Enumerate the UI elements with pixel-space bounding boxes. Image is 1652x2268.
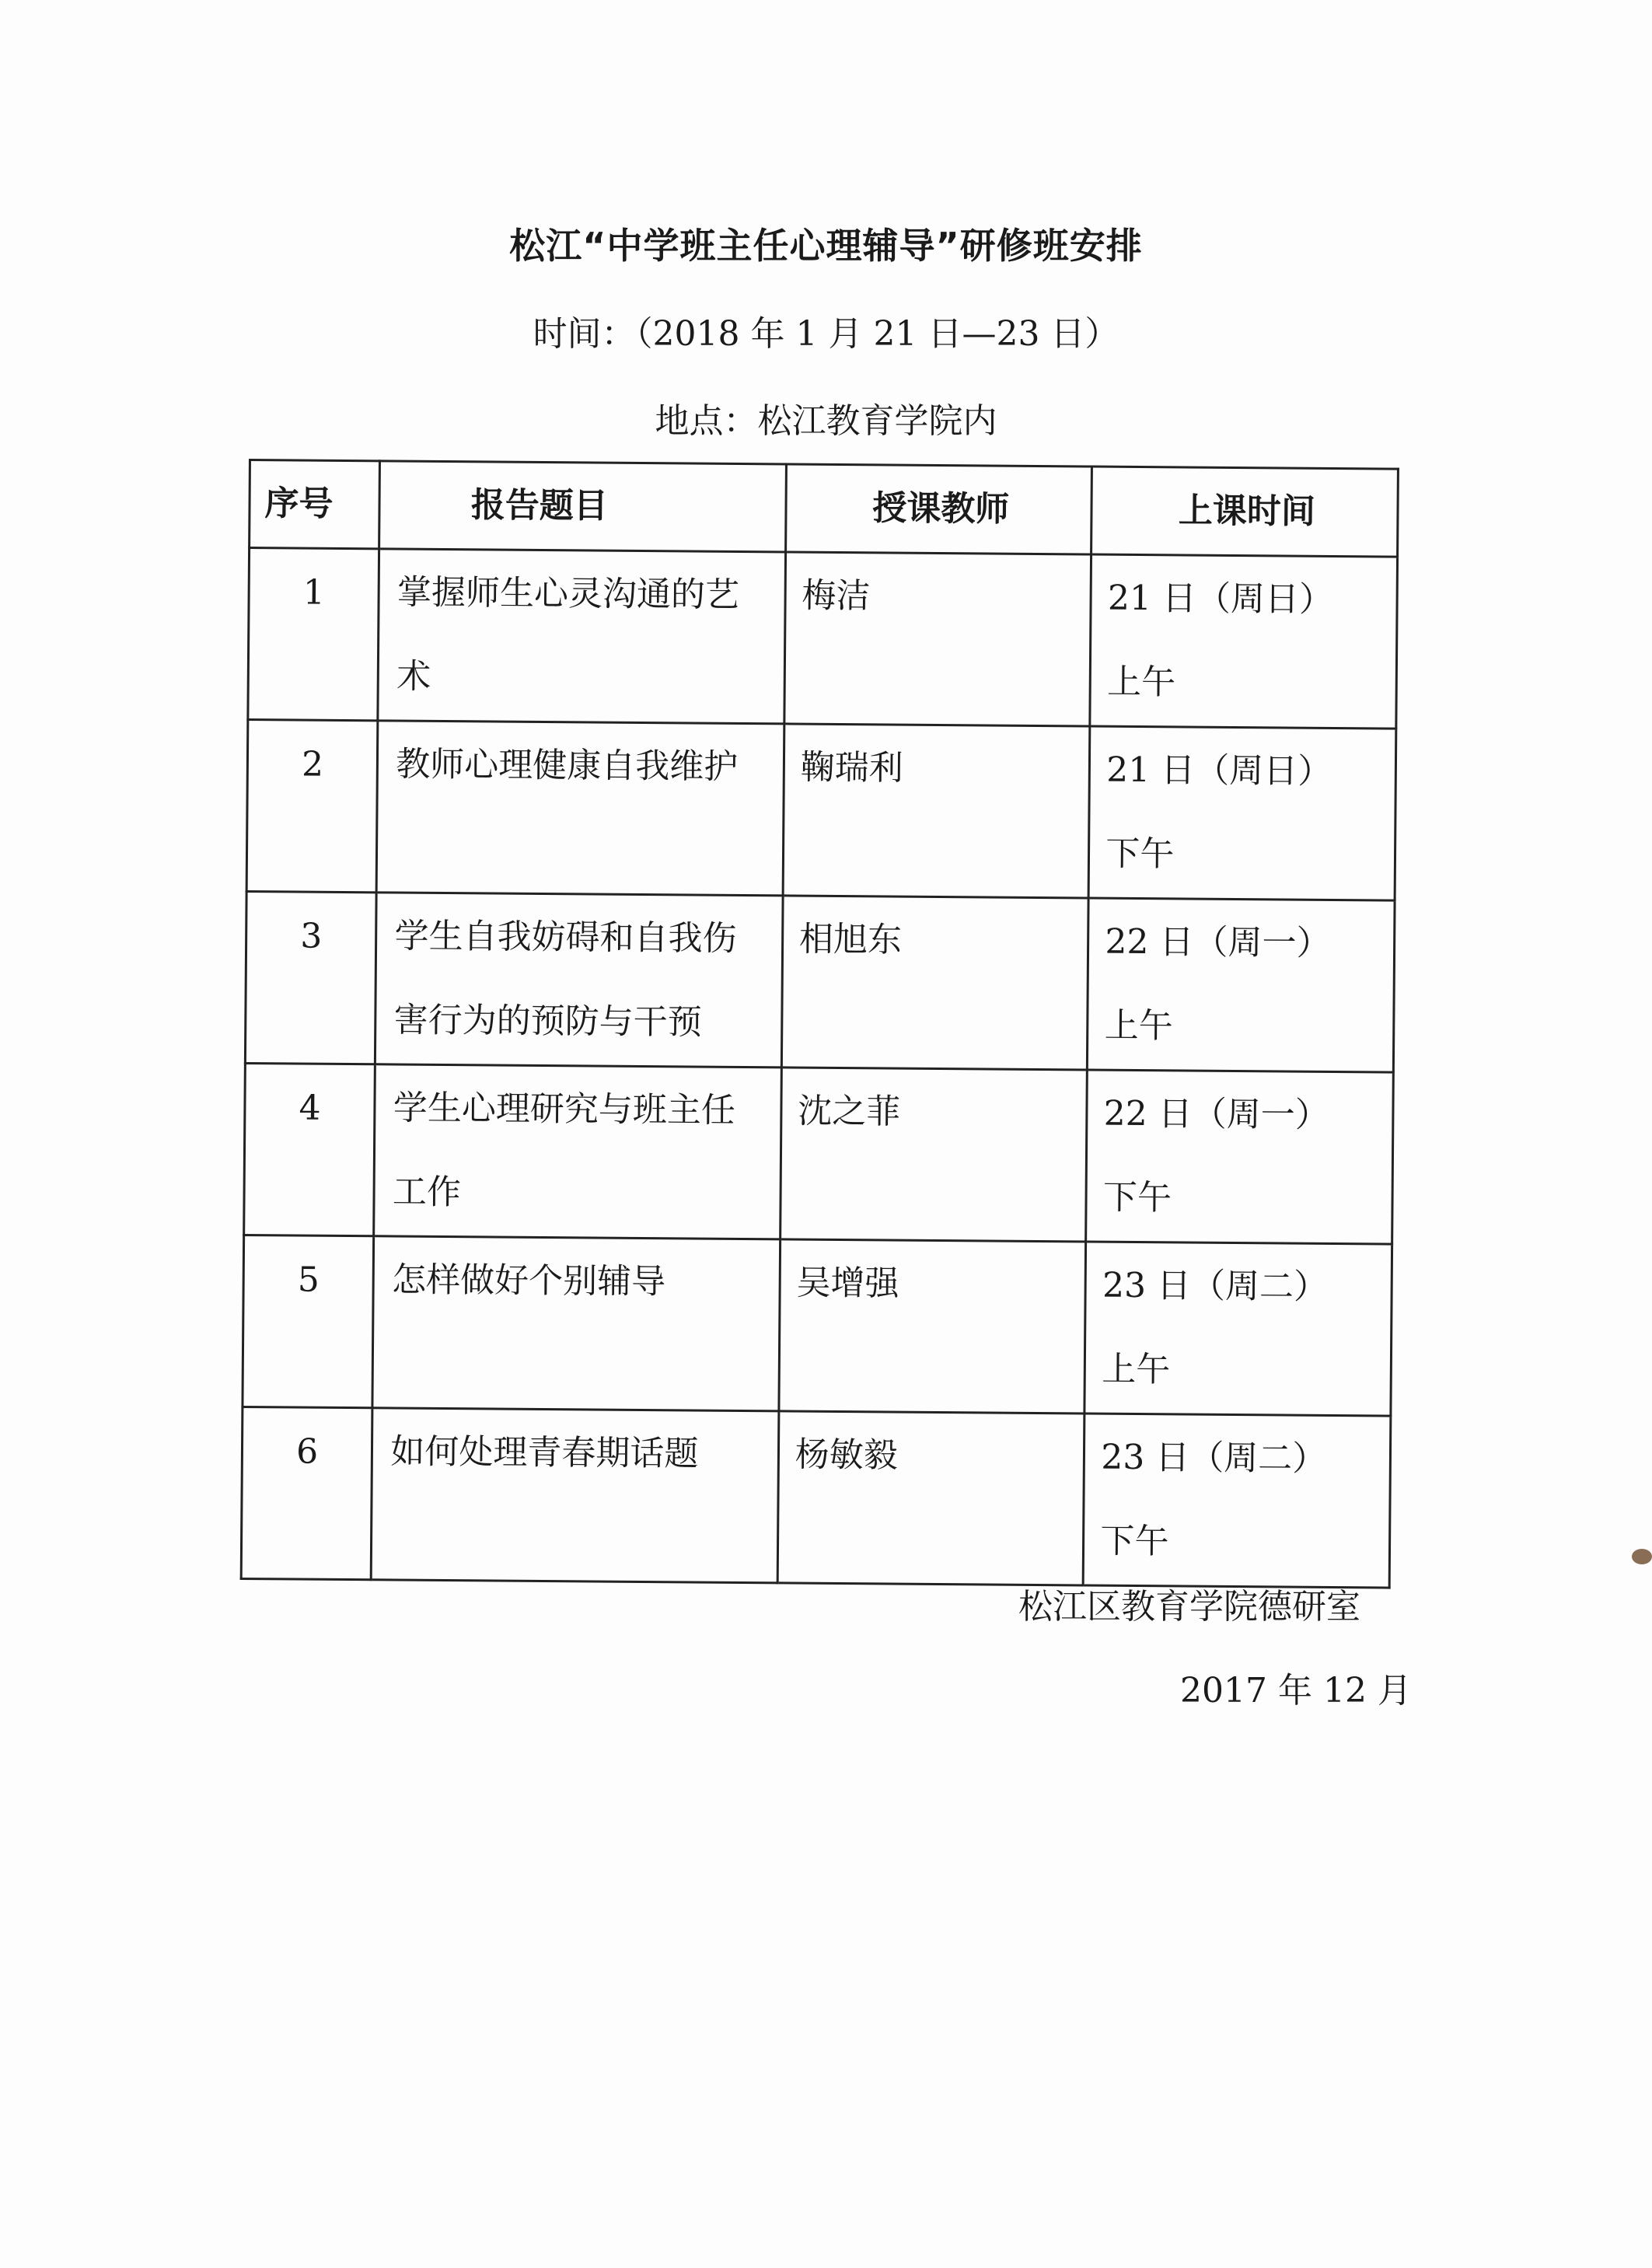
row-number: 4 [244, 1063, 375, 1235]
header-time: 上课时间 [1091, 467, 1399, 557]
table-row [244, 1063, 1394, 1244]
topic-line-2: 术 [396, 656, 431, 697]
topic-line-2: 工作 [392, 1172, 462, 1213]
header-no: 序号 [250, 460, 380, 549]
issue-date: 2017 年 12 月 [1180, 1671, 1412, 1711]
row-period: 下午 [1105, 833, 1175, 875]
row-number: 3 [245, 891, 376, 1064]
topic-line-1: 学生心理研究与班主任 [393, 1088, 736, 1131]
row-number: 1 [248, 548, 379, 721]
row-period: 上午 [1104, 1005, 1173, 1047]
row-topic [374, 1064, 781, 1239]
scan-smudge [1632, 1549, 1652, 1564]
row-period: 上午 [1106, 662, 1176, 703]
row-time [1088, 726, 1395, 900]
row-topic [376, 721, 784, 896]
row-date: 22 日（周一） [1105, 921, 1331, 963]
row-teacher: 沈之菲 [780, 1068, 1087, 1242]
header-topic: 报告题目 [379, 461, 786, 552]
table-header-row [250, 460, 1399, 557]
issuing-organization: 松江区教育学院德研室 [1018, 1587, 1360, 1627]
row-time [1088, 898, 1395, 1072]
row-number: 2 [246, 720, 378, 893]
row-time [1086, 1070, 1393, 1244]
row-topic [375, 893, 783, 1068]
row-topic [372, 1236, 780, 1411]
topic-line-1: 掌握师生心灵沟通的艺 [396, 572, 740, 615]
row-time [1084, 1414, 1391, 1588]
row-date: 21 日（周日） [1107, 578, 1334, 620]
time-line: 时间：（2018 年 1 月 21 日—23 日） [533, 314, 1119, 354]
row-teacher: 梅洁 [784, 552, 1091, 726]
row-topic [372, 1408, 779, 1583]
topic-line-1: 如何处理青春期话题 [390, 1431, 699, 1474]
row-teacher: 鞠瑞利 [783, 724, 1090, 898]
row-number: 6 [241, 1407, 372, 1579]
table-row [245, 891, 1395, 1072]
table-row [243, 1235, 1392, 1416]
row-period: 下午 [1102, 1177, 1172, 1218]
row-date: 22 日（周一） [1103, 1093, 1329, 1135]
header-teacher: 授课教师 [785, 464, 1091, 554]
row-teacher: 杨敏毅 [777, 1411, 1084, 1585]
row-topic [378, 549, 785, 724]
topic-line-1: 教师心理健康自我维护 [396, 744, 739, 787]
document-title: 松江“中学班主任心理辅导”研修班安排 [509, 225, 1143, 267]
table-row [248, 548, 1398, 729]
place-line: 地点：松江教育学院内 [655, 401, 997, 441]
row-date: 23 日（周二） [1102, 1265, 1329, 1307]
row-number: 5 [243, 1235, 374, 1407]
row-teacher: 相旭东 [781, 896, 1088, 1070]
schedule-table [240, 459, 1399, 1589]
row-date: 21 日（周日） [1106, 750, 1332, 792]
table-row [246, 720, 1396, 901]
row-period: 下午 [1100, 1521, 1169, 1562]
row-time [1084, 1242, 1392, 1416]
topic-line-1: 怎样做好个别辅导 [391, 1260, 666, 1302]
row-period: 上午 [1102, 1349, 1171, 1390]
table-row [241, 1407, 1391, 1588]
topic-line-1: 学生自我妨碍和自我伤 [394, 916, 737, 959]
topic-line-2: 害行为的预防与干预 [393, 1000, 702, 1043]
row-date: 23 日（周二） [1101, 1437, 1327, 1479]
row-time [1090, 554, 1397, 729]
row-teacher: 吴增强 [779, 1239, 1086, 1414]
